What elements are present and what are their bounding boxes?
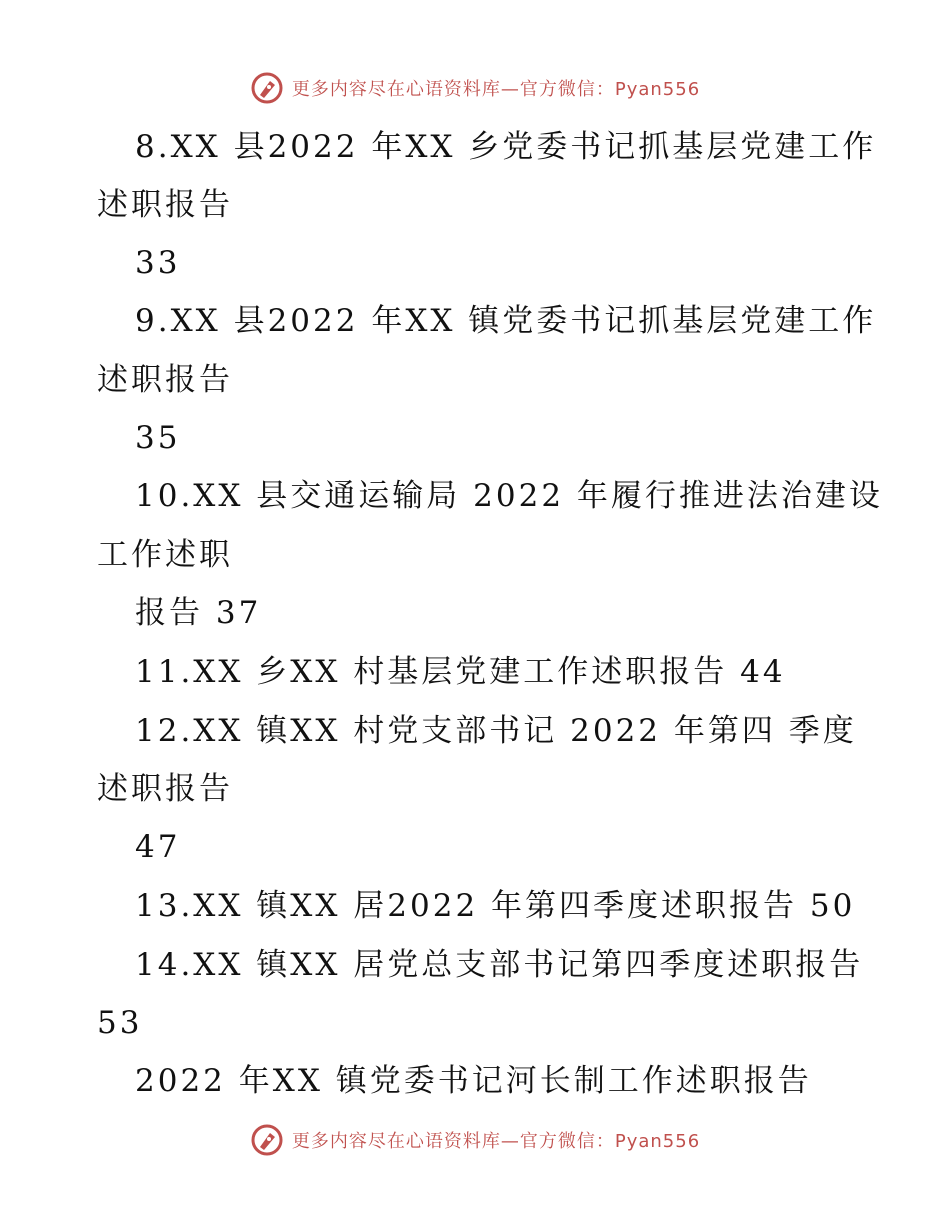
toc-entry-continuation: 述职报告 xyxy=(97,771,233,807)
toc-entry: 13.XX 镇XX 居2022 年第四季度述职报告 50 xyxy=(135,888,856,924)
toc-entry-continuation: 工作述职 xyxy=(97,537,233,573)
toc-page-number: 53 xyxy=(97,1005,143,1041)
toc-entry-continuation: 述职报告 xyxy=(97,187,233,223)
footer-watermark xyxy=(0,1120,950,1160)
toc-entry: 12.XX 镇XX 村党支部书记 2022 年第四 季度 xyxy=(135,713,857,749)
toc-entry: 2022 年XX 镇党委书记河长制工作述职报告 xyxy=(135,1063,812,1099)
toc-entry-continuation: 报告 37 xyxy=(135,595,262,631)
toc-entry: 11.XX 乡XX 村基层党建工作述职报告 44 xyxy=(135,654,786,690)
toc-page-number: 33 xyxy=(135,245,181,281)
toc-page-number: 47 xyxy=(135,829,181,865)
toc-page-number: 35 xyxy=(135,420,181,456)
pen-nib-icon xyxy=(250,71,284,105)
toc-entry: 10.XX 县交通运输局 2022 年履行推进法治建设 xyxy=(135,478,883,514)
header-watermark xyxy=(0,68,950,108)
pen-nib-icon xyxy=(250,1123,284,1157)
toc-entry: 8.XX 县2022 年XX 乡党委书记抓基层党建工作 xyxy=(135,129,877,165)
watermark-text: 更多内容尽在心语资料库—官方微信：Pyan556 xyxy=(291,79,701,100)
toc-entry-continuation: 述职报告 xyxy=(97,362,233,398)
watermark-text: 更多内容尽在心语资料库—官方微信：Pyan556 xyxy=(291,1131,701,1152)
toc-entry: 14.XX 镇XX 居党总支部书记第四季度述职报告 xyxy=(135,947,864,983)
toc-entry: 9.XX 县2022 年XX 镇党委书记抓基层党建工作 xyxy=(135,303,877,339)
